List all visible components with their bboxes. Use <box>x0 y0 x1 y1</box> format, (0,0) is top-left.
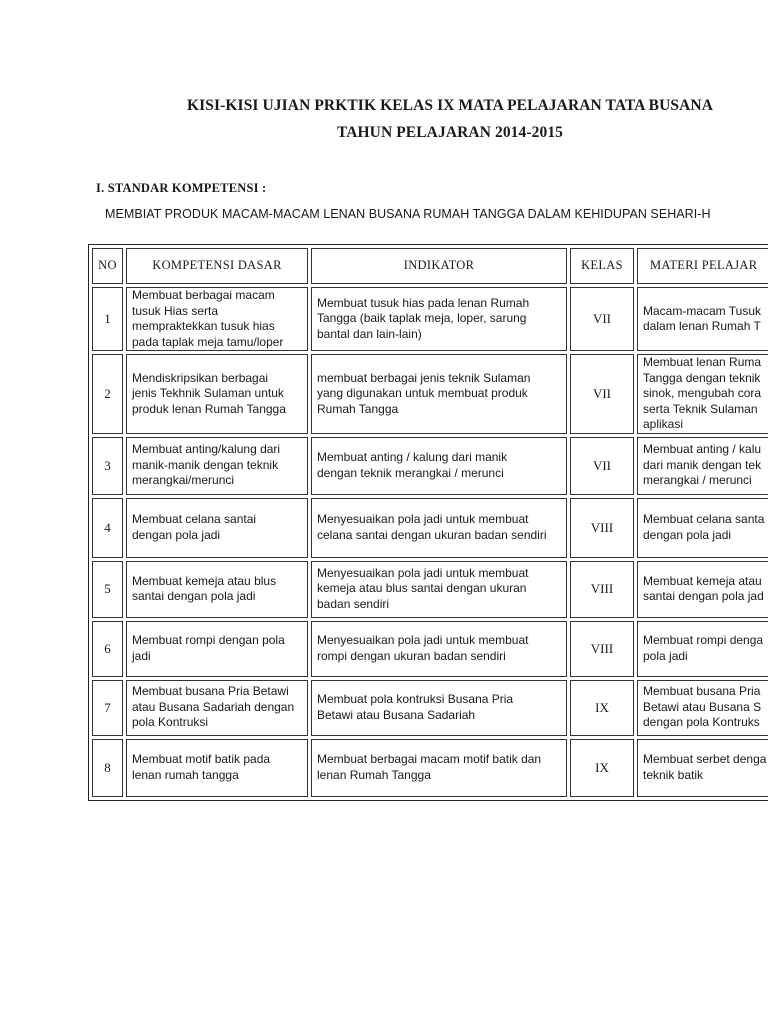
cell-kompetensi-line: pola Kontruksi <box>132 715 209 730</box>
cell-indikator <box>311 739 567 797</box>
cell-materi-line: dalam lenan Rumah T <box>643 319 761 333</box>
cell-materi-line: aplikasi <box>643 417 684 431</box>
cell-kelas: IX <box>570 680 634 736</box>
cell-indikator-line: celana santai dengan ukuran badan sendiri <box>317 527 547 542</box>
cell-materi-line: Membuat rompi denga <box>643 633 764 647</box>
cell-materi-line: Macam-macam Tusuk <box>643 303 762 318</box>
cell-materi-line: Membuat anting / kalu <box>643 442 762 457</box>
cell-kompetensi-line: dengan pola jadi <box>132 527 221 542</box>
cell-no: 1 <box>92 287 123 351</box>
cell-no: 3 <box>92 437 123 495</box>
cell-kompetensi-line: Membuat busana Pria Betawi <box>132 684 289 699</box>
cell-kompetensi <box>126 561 308 618</box>
cell-materi <box>637 739 768 797</box>
cell-indikator-line: Membuat tusuk hias pada lenan Rumah <box>317 295 530 310</box>
cell-indikator-line: Menyesuaikan pola jadi untuk membuat <box>317 565 529 580</box>
cell-materi-line: dari manik dengan tek <box>643 457 762 472</box>
table-row <box>92 561 768 618</box>
cell-kelas: VIII <box>570 498 634 558</box>
cell-indikator-line: yang digunakan untuk membuat produk <box>317 386 528 400</box>
cell-indikator-line: dengan teknik merangkai / merunci <box>317 465 504 480</box>
cell-indikator-line: Betawi atau Busana Sadariah <box>317 707 476 722</box>
cell-indikator <box>311 498 567 558</box>
cell-kompetensi <box>126 498 308 558</box>
cell-kompetensi-line: manik-manik dengan teknik <box>132 457 279 472</box>
table-row <box>92 354 768 434</box>
document-title-line1: KISI-KISI UJIAN PRKTIK KELAS IX MATA PELAJARAN TATA BUSANA <box>187 97 713 114</box>
cell-no: 8 <box>92 739 123 797</box>
cell-kompetensi-line: Membuat berbagai macam <box>132 288 275 302</box>
cell-indikator <box>311 561 567 618</box>
cell-indikator-line: Menyesuaikan pola jadi untuk membuat <box>317 512 529 526</box>
table-row <box>92 680 768 736</box>
cell-materi-line: Membuat kemeja atau <box>643 573 762 588</box>
cell-materi-line: Membuat celana santa <box>643 512 765 526</box>
cell-indikator <box>311 621 567 677</box>
standard-competency-text: MEMBIAT PRODUK MACAM-MACAM LENAN BUSANA RUMAH TANGGA DALAM KEHIDUPAN SEHARI-H <box>105 207 711 221</box>
cell-kompetensi-line: produk lenan Rumah Tangga <box>132 401 286 416</box>
table-body <box>92 287 768 797</box>
header-indikator: INDIKATOR <box>311 248 567 284</box>
section-heading: I. STANDAR KOMPETENSI : <box>96 181 267 195</box>
cell-kompetensi-line: Membuat rompi dengan pola <box>132 633 285 647</box>
cell-indikator <box>311 354 567 434</box>
cell-kompetensi-line: Membuat motif batik pada <box>132 752 271 766</box>
cell-indikator-line: rompi dengan ukuran badan sendiri <box>317 648 506 663</box>
header-materi: MATERI PELAJAR <box>637 248 768 284</box>
cell-kompetensi-line: Membuat celana santai <box>132 512 257 526</box>
cell-no: 4 <box>92 498 123 558</box>
cell-materi <box>637 621 768 677</box>
cell-kompetensi-line: pada taplak meja tamu/loper <box>132 334 284 349</box>
cell-indikator-line: Menyesuaikan pola jadi untuk membuat <box>317 633 529 647</box>
cell-kompetensi <box>126 437 308 495</box>
cell-kelas: VII <box>570 354 634 434</box>
cell-materi-line: Membuat busana Pria <box>643 684 761 699</box>
cell-indikator-line: Tangga (baik taplak meja, loper, sarung <box>317 311 527 326</box>
table-row <box>92 621 768 677</box>
cell-kompetensi-line: mempraktekkan tusuk hias <box>132 319 275 333</box>
cell-materi <box>637 287 768 351</box>
cell-materi-line: Membuat lenan Ruma <box>643 355 762 369</box>
cell-materi-line: dengan pola jadi <box>643 527 732 542</box>
cell-kompetensi-line: lenan rumah tangga <box>132 767 239 782</box>
cell-materi-line: merangkai / merunci <box>643 473 752 488</box>
cell-materi-line: pola jadi <box>643 648 688 663</box>
cell-kompetensi <box>126 621 308 677</box>
cell-indikator-line: kemeja atau blus santai dengan ukuran <box>317 581 527 596</box>
table-row <box>92 739 768 797</box>
table-row <box>92 498 768 558</box>
cell-materi-line: Betawi atau Busana S <box>643 699 762 714</box>
cell-kompetensi <box>126 680 308 736</box>
cell-kelas: VII <box>570 437 634 495</box>
cell-materi-line: sinok, mengubah cora <box>643 386 762 400</box>
cell-kompetensi-line: Membuat kemeja atau blus <box>132 573 277 588</box>
cell-indikator-line: Rumah Tangga <box>317 401 399 416</box>
cell-materi-line: dengan pola Kontruks <box>643 715 760 730</box>
cell-kompetensi-line: santai dengan pola jadi <box>132 589 256 603</box>
cell-kompetensi-line: tusuk Hias serta <box>132 303 219 318</box>
cell-indikator <box>311 680 567 736</box>
cell-kelas: IX <box>570 739 634 797</box>
cell-kelas: VIII <box>570 621 634 677</box>
table-header-row <box>92 248 768 284</box>
cell-materi <box>637 354 768 434</box>
cell-materi <box>637 498 768 558</box>
cell-kelas: VIII <box>570 561 634 618</box>
cell-materi <box>637 437 768 495</box>
cell-materi <box>637 680 768 736</box>
cell-kelas: VII <box>570 287 634 351</box>
table-row <box>92 437 768 495</box>
header-no: NO <box>92 248 123 284</box>
cell-materi <box>637 561 768 618</box>
cell-no: 5 <box>92 561 123 618</box>
cell-indikator <box>311 437 567 495</box>
cell-kompetensi-line: jadi <box>132 648 151 663</box>
cell-no: 2 <box>92 354 123 434</box>
cell-kompetensi <box>126 287 308 351</box>
cell-indikator-line: Membuat anting / kalung dari manik <box>317 450 508 464</box>
cell-kompetensi-line: merangkai/merunci <box>132 473 235 488</box>
cell-materi-line: santai dengan pola jad <box>643 589 764 603</box>
cell-materi-line: serta Teknik Sulaman <box>643 401 758 416</box>
cell-no: 7 <box>92 680 123 736</box>
cell-kompetensi-line: jenis Tekhnik Sulaman untuk <box>132 386 284 400</box>
cell-materi-line: teknik batik <box>643 767 704 782</box>
cell-indikator-line: Membuat berbagai macam motif batik dan <box>317 752 542 766</box>
cell-indikator-line: badan sendiri <box>317 596 390 611</box>
cell-indikator-line: bantal dan lain-lain) <box>317 326 422 341</box>
cell-materi-line: Membuat serbet denga <box>643 752 767 766</box>
cell-kompetensi-line: Membuat anting/kalung dari <box>132 442 281 457</box>
cell-indikator-line: Membuat pola kontruksi Busana Pria <box>317 692 514 706</box>
cell-indikator <box>311 287 567 351</box>
table-row <box>92 287 768 351</box>
document-title-line2: TAHUN PELAJARAN 2014-2015 <box>336 124 564 141</box>
cell-kompetensi-line: atau Busana Sadariah dengan <box>132 699 295 714</box>
cell-kompetensi-line: Mendiskripsikan berbagai <box>132 370 269 385</box>
competency-table-wrapper <box>88 244 768 801</box>
cell-kompetensi <box>126 739 308 797</box>
competency-table <box>88 244 768 801</box>
header-kelas: KELAS <box>570 248 634 284</box>
cell-indikator-line: lenan Rumah Tangga <box>317 767 431 782</box>
cell-no: 6 <box>92 621 123 677</box>
header-kompetensi: KOMPETENSI DASAR <box>126 248 308 284</box>
cell-kompetensi <box>126 354 308 434</box>
cell-indikator-line: membuat berbagai jenis teknik Sulaman <box>317 370 531 385</box>
cell-materi-line: Tangga dengan teknik <box>643 370 761 385</box>
